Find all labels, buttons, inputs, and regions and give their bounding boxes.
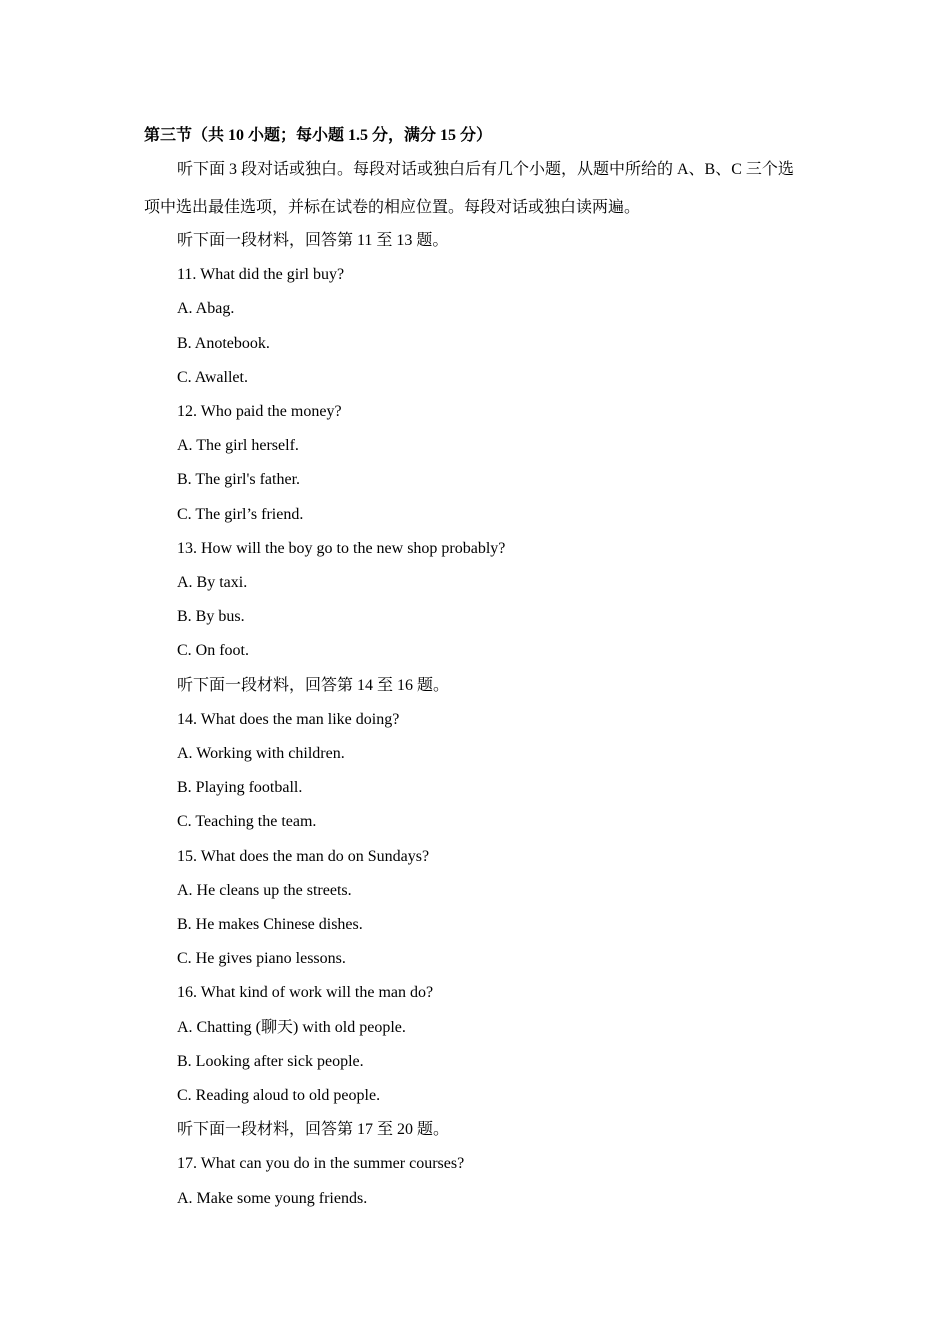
answer-option: C. He gives piano lessons. (177, 950, 346, 967)
answer-option: C. Awallet. (177, 369, 248, 386)
answer-option: A. Abag. (177, 300, 235, 317)
material-instruction: 听下面一段材料，回答第 17 至 20 题。 (177, 1121, 450, 1138)
answer-option: A. Working with children. (177, 745, 345, 762)
answer-option: A. By taxi. (177, 574, 248, 591)
answer-option: B. The girl's father. (177, 471, 301, 488)
answer-option: B. Looking after sick people. (177, 1053, 364, 1070)
material-instruction: 听下面一段材料，回答第 11 至 13 题。 (177, 232, 449, 249)
question-text: 15. What does the man do on Sundays? (177, 848, 430, 865)
section-heading: 第三节（共 10 小题；每小题 1.5 分，满分 15 分） (144, 127, 493, 144)
answer-option: C. Teaching the team. (177, 813, 317, 830)
answer-option: C. The girl’s friend. (177, 506, 304, 523)
answer-option: B. Anotebook. (177, 335, 270, 352)
answer-option: A. Chatting (聊天) with old people. (177, 1019, 406, 1036)
answer-option: B. Playing football. (177, 779, 303, 796)
question-text: 13. How will the boy go to the new shop probably? (177, 540, 506, 557)
answer-option: B. He makes Chinese dishes. (177, 916, 363, 933)
instruction-line-1: 听下面 3 段对话或独白。每段对话或独白后有几个小题，从题中所给的 A、B、C 三个选 (177, 161, 794, 178)
answer-option: A. The girl herself. (177, 437, 299, 454)
instruction-line-2: 项中选出最佳选项，并标在试卷的相应位置。每段对话或独白读两遍。 (144, 199, 641, 216)
answer-option: C. Reading aloud to old people. (177, 1087, 381, 1104)
question-text: 11. What did the girl buy? (177, 266, 345, 283)
question-text: 14. What does the man like doing? (177, 711, 400, 728)
question-text: 12. Who paid the money? (177, 403, 342, 420)
answer-option: B. By bus. (177, 608, 245, 625)
answer-option: A. Make some young friends. (177, 1190, 368, 1207)
question-text: 16. What kind of work will the man do? (177, 984, 434, 1001)
answer-option: C. On foot. (177, 642, 249, 659)
material-instruction: 听下面一段材料，回答第 14 至 16 题。 (177, 677, 450, 694)
question-text: 17. What can you do in the summer courses? (177, 1155, 465, 1172)
answer-option: A. He cleans up the streets. (177, 882, 352, 899)
